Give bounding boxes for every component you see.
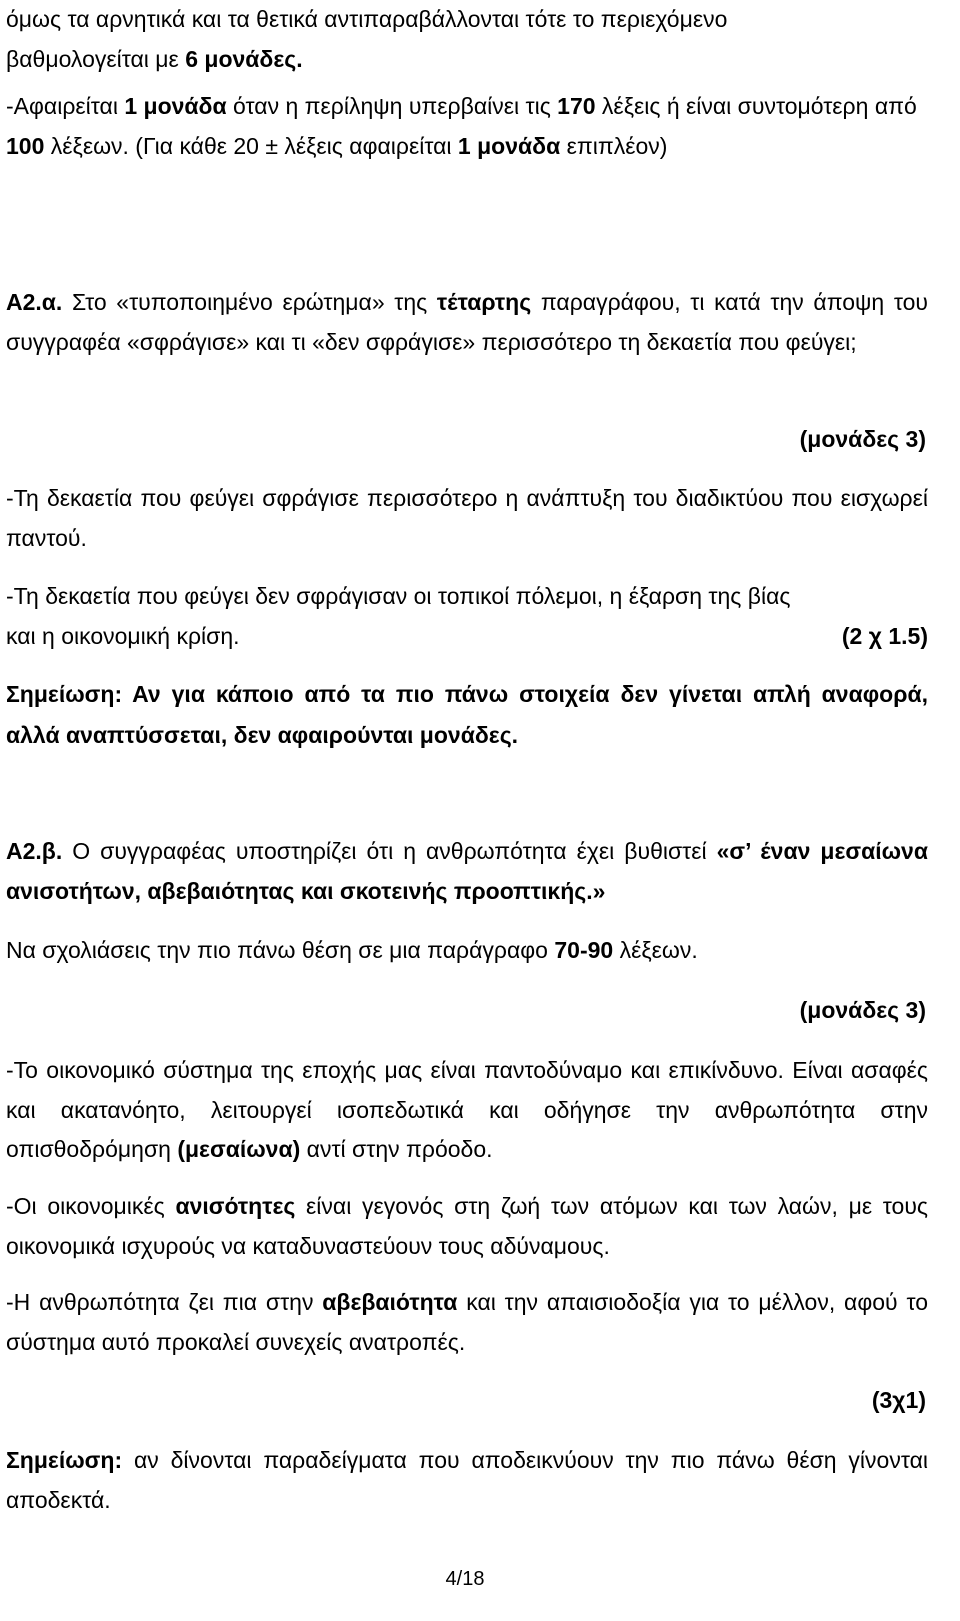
note: Σημείωση: αν δίνονται παραδείγματα που αποδεικνύουν την πιο πάνω θέση γίνονται αποδεκτά.: [6, 1447, 928, 1513]
question-label: Α2.β.: [6, 838, 63, 864]
points-6: 6 μονάδες.: [185, 45, 303, 72]
marks-label: (2 χ 1.5): [841, 622, 928, 649]
grading-line-1: όμως τα αρνητικά και τα θετικά αντιπαραβάλλονται τότε το περιεχόμενο: [6, 6, 728, 32]
quote: «σ’ έναν μεσαίωνα ανισοτήτων, αβεβαιότητας και σκοτεινής προοπτικής.»: [6, 838, 928, 904]
answer-item: -Οι οικονομικές ανισότητες είναι γεγονός στη ζωή των ατόμων και των λαών, με τους οικονομικά ισχυρούς να καταδυναστεύουν τους αδύναμους.: [6, 1193, 928, 1259]
page-number: 4/18: [445, 1568, 485, 1590]
answer-item: -Τη δεκαετία που φεύγει δεν σφράγισαν οι τοπικοί πόλεμοι, η έξαρση της βίας και η οικονομική κρίση. (2 χ 1.5): [6, 577, 928, 656]
grading-paragraph: όμως τα αρνητικά και τα θετικά αντιπαραβάλλονται τότε το περιεχόμενο βαθμολογείται με 6 μονάδες.: [6, 6, 728, 72]
deduction-paragraph: -Αφαιρείται 1 μονάδα όταν η περίληψη υπερβαίνει τις 170 λέξεις ή είναι συντομότερη από 100 λέξεων. (Για κάθε 20 ± λέξεις αφαιρείται 1 μονάδα επιπλέον): [6, 93, 917, 159]
question-a2a: Α2.α. Στο «τυποποιημένο ερώτημα» της τέταρτης παραγράφου, τι κατά την άποψη του συγγραφέα «σφράγισε» και τι «δεν σφράγισε» περισσότερο τη δεκαετία που φεύγει;: [6, 289, 928, 355]
marks-label: (μονάδες 3): [799, 426, 926, 452]
answer-item: -Η ανθρωπότητα ζει πια στην αβεβαιότητα και την απαισιοδοξία για το μέλλον, αφού το σύστημα αυτό προκαλεί συνεχείς ανατροπές.: [6, 1289, 928, 1355]
question-label: Α2.α.: [6, 289, 63, 315]
marks-label: (3χ1): [871, 1387, 926, 1413]
answer-item: -Το οικονομικό σύστημα της εποχής μας είναι παντοδύναμο και επικίνδυνο. Είναι ασαφές και ακατανόητο, λειτουργεί ισοπεδωτικά και οδήγησε την ανθρωπότητα στην οπισθοδρόμηση (μεσαίωνα) αντί στην πρόοδο.: [6, 1057, 928, 1162]
task-instruction: Να σχολιάσεις την πιο πάνω θέση σε μια παράγραφο 70-90 λέξεων.: [6, 937, 698, 963]
note: Σημείωση: Αν για κάποιο από τα πιο πάνω στοιχεία δεν γίνεται απλή αναφορά, αλλά αναπτύσσεται, δεν αφαιρούνται μονάδες.: [6, 681, 928, 748]
marks-label: (μονάδες 3): [799, 997, 926, 1023]
question-a2b: Α2.β. Ο συγγραφέας υποστηρίζει ότι η ανθρωπότητα έχει βυθιστεί «σ’ έναν μεσαίωνα ανισοτήτων, αβεβαιότητας και σκοτεινής προοπτικής.»: [6, 838, 928, 904]
answer-item: -Τη δεκαετία που φεύγει σφράγισε περισσότερο η ανάπτυξη του διαδικτύου που εισχωρεί παντού.: [6, 485, 928, 551]
